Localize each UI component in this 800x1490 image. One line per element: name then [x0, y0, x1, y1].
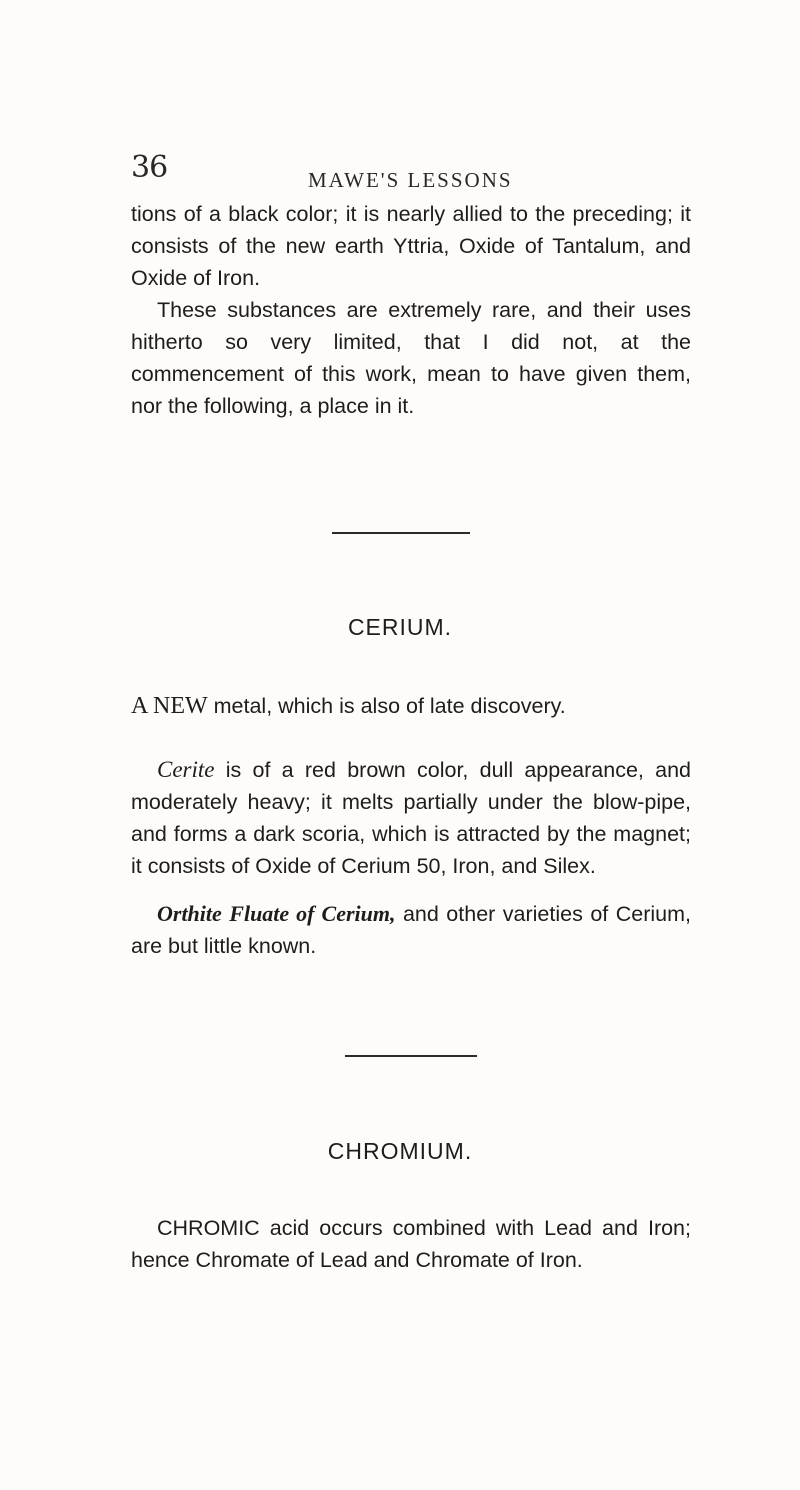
paragraph-orthite — [131, 898, 691, 962]
intro-text-block — [131, 198, 691, 422]
cerite-description: is of a red brown color, dull appearance, and moderately heavy; it melts partially under the blow-pipe, and forms a dark scoria, which is attracted by the magnet; it consists of Oxide of Cerium 50, Iron, and Silex. — [131, 758, 691, 878]
cerium-intro-rest: metal, which is also of late discovery. — [207, 694, 566, 718]
orthite-term: Orthite — [157, 901, 222, 926]
paragraph-continuation: tions of a black color; it is nearly allied to the preceding; it consists of the new earth Yttria, Oxide of Tantalum, and Oxide of Iron. — [131, 202, 691, 290]
chromium-block — [131, 1212, 691, 1276]
heading-cerium: CERIUM. — [347, 614, 453, 640]
cerium-intro-block — [131, 690, 691, 722]
section-divider-2 — [345, 1055, 477, 1057]
cerite-block — [131, 754, 691, 882]
fluate-term: Fluate of Cerium, — [229, 901, 396, 926]
paragraph-rarity-note: These substances are extremely rare, and their uses hitherto so very limited, that I did not, at the commencement of this work, mean to have given them, nor the following, a place in it. — [131, 298, 691, 418]
page-number: 36 — [131, 150, 168, 185]
orthite-block — [131, 898, 691, 962]
paragraph-cerium-intro — [131, 690, 691, 722]
chromium-intro-rest: acid occurs combined with Lead and Iron; hence Chromate of Lead and Chromate of Iron. — [131, 1216, 691, 1272]
orthite-description: and other varieties of Cerium, are but little known. — [131, 902, 691, 958]
paragraph-cerite — [131, 754, 691, 882]
heading-chromium: CHROMIUM. — [327, 1138, 473, 1164]
paragraph-chromium — [131, 1212, 691, 1276]
cerium-intro-lead: A NEW — [131, 693, 208, 719]
chromium-intro-lead: CHROMIC — [157, 1216, 260, 1240]
cerite-term: Cerite — [157, 757, 215, 782]
running-head: MAWE'S LESSONS — [308, 168, 513, 192]
section-divider-1 — [332, 532, 470, 534]
